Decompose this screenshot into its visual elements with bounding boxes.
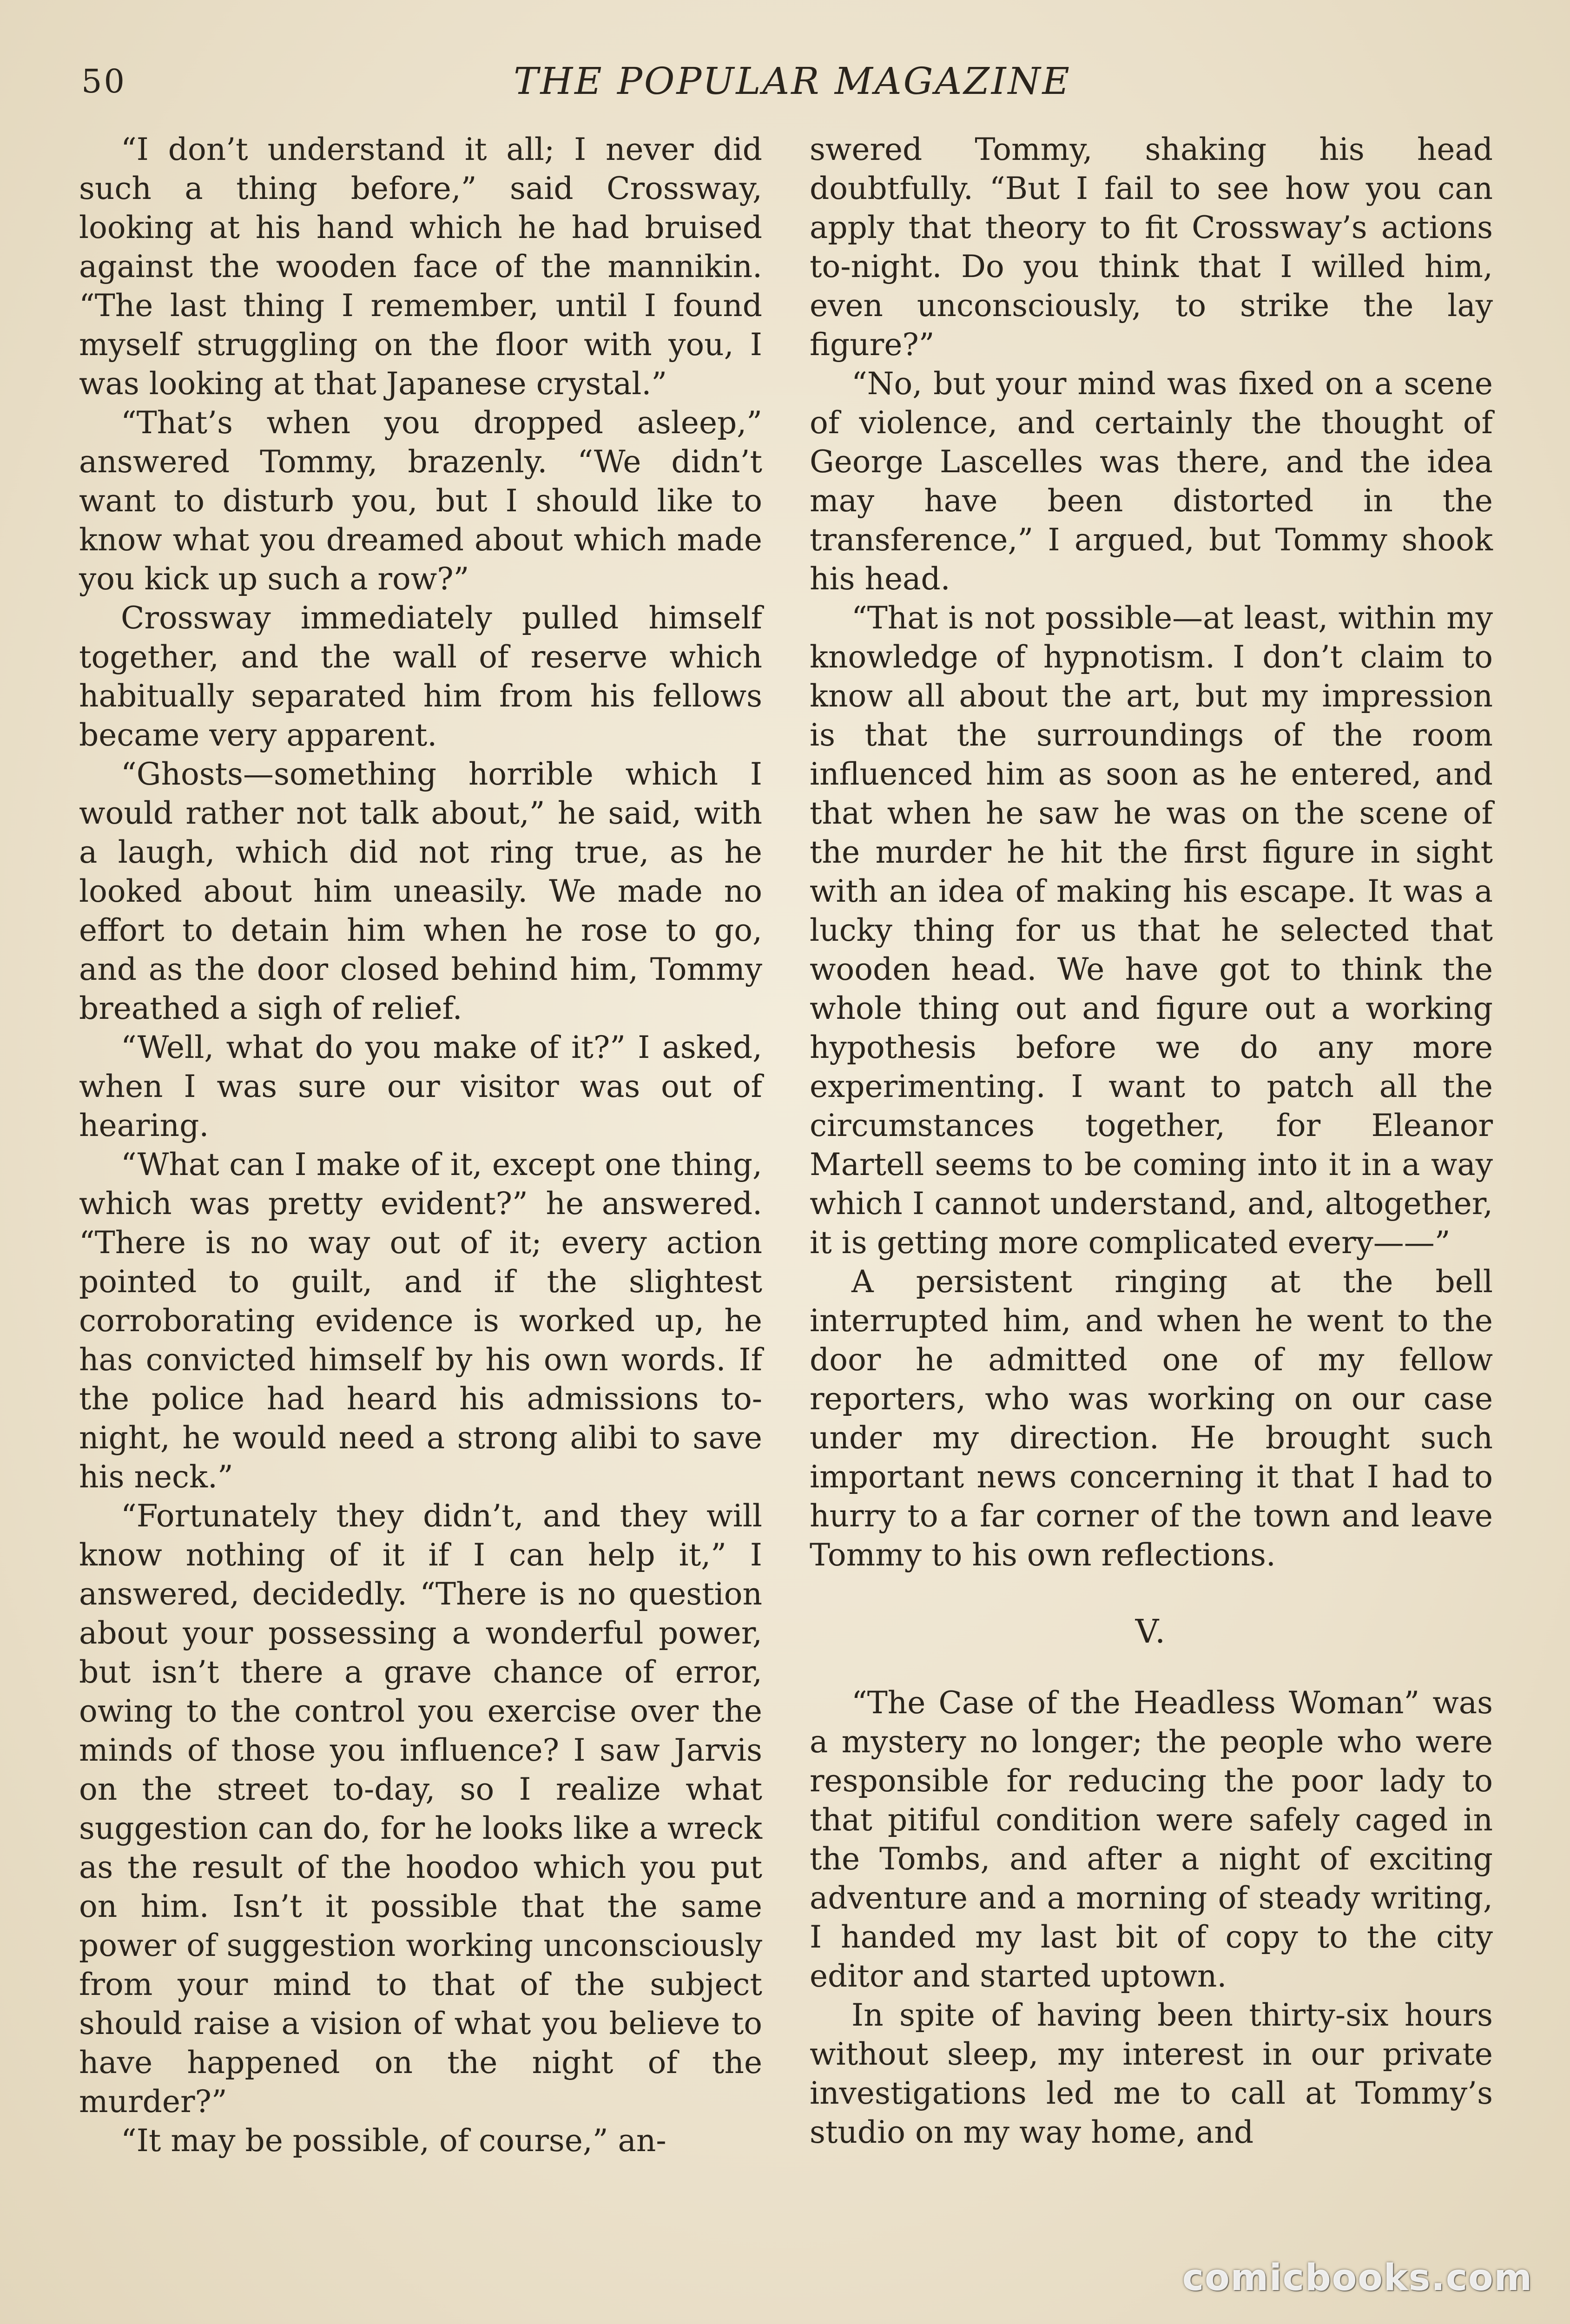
paragraph: “What can I make of it, except one thing, which was pretty evident?” he answered. “There is no way out of it; every action pointed to guilt, and if the slightest corroborating evidence is worked up, he has convicted himself by his own words. If the police had heard his admissions to-night, he would need a strong alibi to save his neck.” — [79, 1147, 762, 1495]
paragraph: “Fortunately they didn’t, and they will know nothing of it if I can help it,” I answered, decidedly. “There is no question about your possessing a wonderful power, but isn’t there a grave chance of error, owing to the control you exercise over the minds of those you influence? I saw Jarvis on the street to-day, so I realize what suggestion can do, for he looks like a wreck as the result of the hoodoo which you put on him. Isn’t it possible that the same power of suggestion working unconsciously from your mind to that of the subject should raise a vision of what you believe to have happened on the night of the murder?” — [79, 1498, 762, 2119]
paragraph: “That is not possible—at least, within my knowledge of hypnotism. I don’t claim to know all about the art, but my impression is that the surroundings of the room influenced him as soon as he entered, and that when he saw he was on the scene of the murder he hit the first figure in sight with an idea of making his escape. It was a lucky thing for us that he selected that wooden head. We have got to think the whole thing out and figure out a working hypothesis before we do any more experimenting. I want to patch all the circumstances together, for Eleanor Martell seems to be coming into it in a way which I cannot understand, and, altogether, it is getting more complicated every——” — [810, 600, 1493, 1261]
paragraph: In spite of having been thirty-six hours without sleep, my interest in our private investigations led me to call at Tommy’s studio on my way home, and — [810, 1997, 1493, 2150]
paragraph: “The Case of the Headless Woman” was a mystery no longer; the people who were responsible for reducing the poor lady to that pitiful condition were safely caged in the Tombs, and after a night of exciting adventure and a morning of steady writing, I handed my last bit of copy to the city editor and started uptown. — [810, 1685, 1493, 1994]
right-column — [810, 130, 1493, 2152]
paragraph: “Well, what do you make of it?” I asked, when I was sure our visitor was out of hearing. — [79, 1030, 762, 1143]
paragraph-continuation: swered Tommy, shaking his head doubtfully. “But I fail to see how you can apply that theory to fit Crossway’s actions to-night. Do you think that I willed him, even unconsciously, to strike the lay figure?” — [810, 132, 1493, 363]
paragraph: “Ghosts—something horrible which I would rather not talk about,” he said, with a laugh, which did not ring true, as he looked about him uneasily. We made no effort to detain him when he rose to go, and as the door closed behind him, Tommy breathed a sigh of relief. — [79, 756, 762, 1026]
page-number: 50 — [81, 62, 127, 100]
watermark-logo: comicbooks.com — [1182, 2257, 1533, 2299]
paragraph: “That’s when you dropped asleep,” answered Tommy, brazenly. “We didn’t want to disturb you, but I should like to know what you dreamed about which made you kick up such a row?” — [79, 405, 762, 597]
paragraph: “I don’t understand it all; I never did such a thing before,” said Crossway, looking at his hand which he had bruised against the wooden face of the mannikin. “The last thing I remember, until I found myself struggling on the floor with you, I was looking at that Japanese crystal.” — [79, 132, 762, 402]
section-heading: V. — [1135, 1612, 1168, 1651]
running-title: THE POPULAR MAGAZINE — [514, 59, 1071, 103]
page-header — [77, 53, 1508, 109]
paragraph: “No, but your mind was fixed on a scene of violence, and certainly the thought of George Lascelles was there, and the idea may have been distorted in the transference,” I argued, but Tommy shook his head. — [810, 366, 1493, 597]
paragraph: Crossway immediately pulled himself together, and the wall of reserve which habitually separated him from his fellows became very apparent. — [79, 600, 762, 753]
left-column — [79, 130, 762, 2160]
paragraph: “It may be possible, of course,” an- — [121, 2123, 666, 2159]
paragraph: A persistent ringing at the bell interrupted him, and when he went to the door he admitted one of my fellow reporters, who was working on our case under my direction. He brought such important news concerning it that I had to hurry to a far corner of the town and leave Tommy to his own reflections. — [810, 1264, 1493, 1573]
